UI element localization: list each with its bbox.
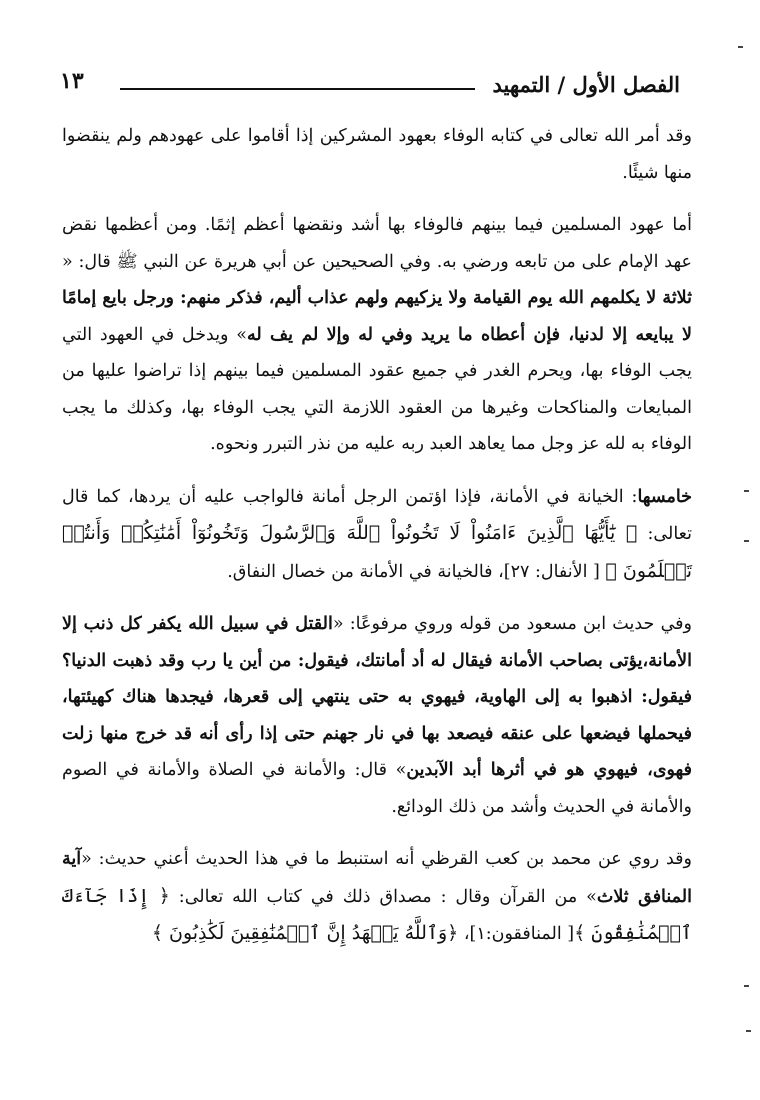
paragraph-5 <box>62 841 692 953</box>
point-heading: خامسها <box>637 486 692 507</box>
hadith-quote-2: القتل في سبيل الله يكفر كل ذنب إلا الأمانة،يؤتى بصاحب الأمانة فيقال له أد أمانتك، فيقول: من أين يا رب وقد ذهبت الدنيا؟ فيقول: اذهبوا به إلى الهاوية، فيهوي به حتى ينتهي إلى قعرها، فيجدها هناك كهيئتها، فيحملها فيضعها على عنقه فيصعد بها في نار جهنم حتى إذا رأى أنه قد خرج منها زلت فهوى، فيهوي هو في أثرها أبد الآبدين <box>62 614 692 780</box>
margin-mark <box>744 985 749 987</box>
paragraph-2-text-a: أما عهود المسلمين فيما بينهم فالوفاء بها أشد ونقضها أعظم إثمًا. ومن أعظمها نقض عهد الإمام على من تابعه ورضي به. وفي الصحيحين عن أبي هريرة عن النبي ﷺ قال: « <box>62 215 692 272</box>
margin-mark <box>738 46 743 48</box>
header-rule <box>120 88 475 90</box>
paragraph-3-text-b: [ الأنفال: ٢٧]، فالخيانة في الأمانة من خصال النفاق. <box>227 561 606 582</box>
body-text <box>62 118 692 953</box>
paragraph-5-text-b: » من القرآن وقال : مصداق ذلك في كتاب الله تعالى: <box>169 886 597 907</box>
chapter-title: الفصل الأول / التمهيد <box>492 72 680 97</box>
quran-verse-2: ﴿ إِذَا جَآءَكَ ٱلۡمُنَٰفِقُونَ ﴾ <box>62 884 692 944</box>
page-number: ١٣ <box>60 68 84 94</box>
paragraph-2 <box>62 207 692 463</box>
margin-mark <box>744 540 749 542</box>
margin-mark <box>746 1030 751 1032</box>
paragraph-4-text-b: » قال: والأمانة في الصلاة والأمانة في الصوم والأمانة في الحديث وأشد من ذلك الودائع. <box>62 760 692 817</box>
hadith-quote-1: ثلاثة لا يكلمهم الله يوم القيامة ولا يزكيهم ولهم عذاب أليم، فذكر منهم: ورجل بايع إمامًا لا يبايعه إلا لدنيا، فإن أعطاه ما يريد وفي له وإلا لم يف له <box>62 288 692 345</box>
paragraph-2-text-b: » ويدخل في العهود التي يجب الوفاء بها، ويحرم الغدر في جميع عقود المسلمين فيما بينهم إذا تراضوا عليها من المبايعات والمناكحات وغيرها من العقود اللازمة التي يجب الوفاء بها، وكذلك ما يجب الوفاء به لله عز وجل مما يعاهد العبد ربه عليه من نذر التبرر ونحوه. <box>62 324 692 454</box>
paragraph-3-text-a: : الخيانة في الأمانة، فإذا اؤتمن الرجل أمانة فالواجب عليه أن يردها، كما قال تعالى: <box>62 486 692 544</box>
paragraph-5-text-c: [ المنافقون:١]، <box>458 924 575 944</box>
quran-verse-3: ﴿وَٱللَّهُ يَشۡهَدُ إِنَّ ٱلۡمُنَٰفِقِينَ لَكَٰذِبُونَ ﴾ <box>151 922 459 944</box>
paragraph-4-text-a: وفي حديث ابن مسعود من قوله وروي مرفوعًا: « <box>332 614 692 634</box>
paragraph-3 <box>62 479 692 591</box>
page-header <box>60 64 680 108</box>
paragraph-5-text-a: وقد روي عن محمد بن كعب القرظي أنه استنبط ما في هذا الحديث أعني حديث: « <box>81 849 692 869</box>
paragraph-1 <box>62 118 692 191</box>
paragraph-1-text: وقد أمر الله تعالى في كتابه الوفاء بعهود المشركين إذا أقاموا على عهودهم ولم ينقضوا منها شيئًا. <box>62 126 692 183</box>
hadith-quote-3: آية المنافق ثلاث <box>62 849 692 907</box>
quran-verse-1: ﴿ يَٰٓأَيُّهَا ٱلَّذِينَ ءَامَنُواْ لَا تَخُونُواْ ٱللَّهَ وَٱلرَّسُولَ وَتَخُونُوٓاْ أَمَٰنَٰتِكُمۡ وَأَنتُمۡ تَعۡلَمُونَ ﴾ <box>62 522 692 582</box>
margin-mark <box>744 490 749 492</box>
paragraph-4 <box>62 606 692 825</box>
